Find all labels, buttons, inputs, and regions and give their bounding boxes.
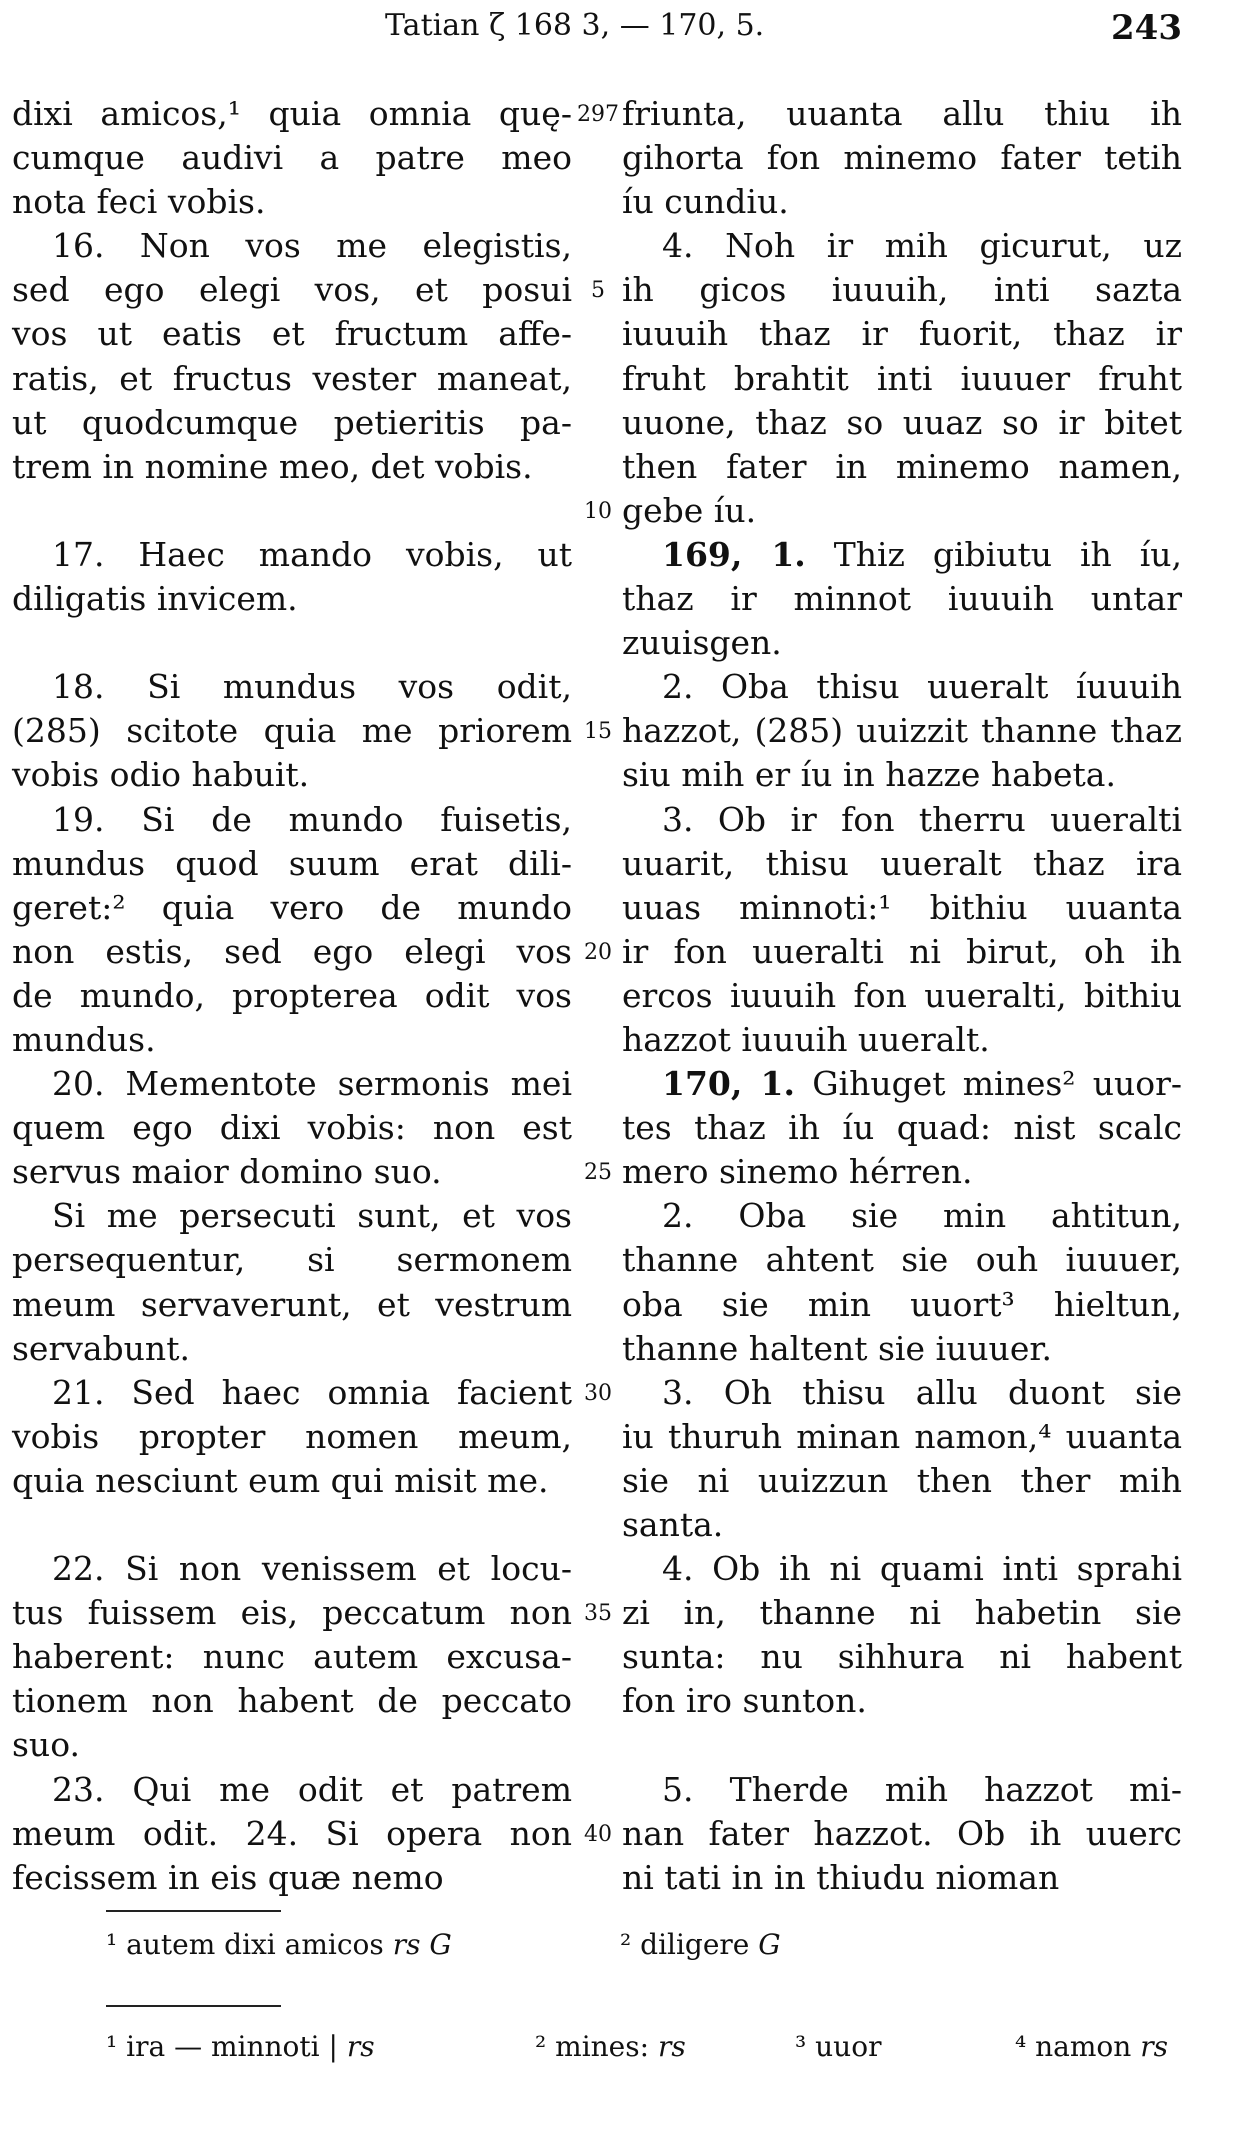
ohg-line: ercos iuuuih fon uueralti, bithiu [622, 975, 1182, 1015]
ohg-line: iu thuruh minan namon,⁴ uuanta [622, 1416, 1182, 1456]
ohg-line: fon iro sunton. [622, 1681, 867, 1721]
latin-line: 22. Si non venissem et locu- [52, 1549, 572, 1589]
latin-line: geret:² quia vero de mundo [12, 887, 572, 927]
ohg-line: thanne haltent sie iuuuer. [622, 1328, 1052, 1368]
ohg-line: fruht brahtit inti iuuuer fruht [622, 358, 1182, 398]
latin-line: 17. Haec mando vobis, ut [52, 534, 572, 574]
footnote-latin-2: ² diligere G [620, 1928, 781, 1961]
ohg-line: 4. Ob ih ni quami inti sprahi [662, 1549, 1182, 1589]
page-header [0, 8, 1244, 52]
latin-line [12, 1503, 572, 1547]
latin-line: 23. Qui me odit et patrem [52, 1769, 572, 1809]
ohg-line: ir fon uueralti ni birut, oh ih [622, 931, 1182, 971]
latin-line: meum odit. 24. Si opera non [12, 1813, 572, 1853]
ohg-line: nan fater hazzot. Ob ih uuerc [622, 1813, 1182, 1853]
latin-line: vobis odio habuit. [12, 755, 310, 795]
latin-line: meum servaverunt, et vestrum [12, 1284, 572, 1324]
ohg-line: íu cundiu. [622, 182, 789, 222]
ohg-line: thaz ir minnot iuuuih untar [622, 579, 1182, 619]
ohg-line: 2. Oba sie min ahtitun, [662, 1196, 1182, 1236]
latin-line: vos ut eatis et fructum affe- [12, 314, 572, 354]
latin-line: tionem non habent de peccato [12, 1681, 572, 1721]
ohg-line: uuone, thaz so uuaz so ir bitet [622, 402, 1182, 442]
ohg-line: 169, 1. Thiz gibiutu ih íu, [662, 534, 1183, 574]
latin-line: sed ego elegi vos, et posui [12, 270, 572, 310]
ohg-line: zi in, thanne ni habetin sie [622, 1593, 1182, 1633]
footnote-rule-2 [106, 2005, 281, 2007]
latin-line: 18. Si mundus vos odit, [52, 667, 572, 707]
latin-line: persequentur, si sermonem [12, 1240, 572, 1280]
latin-line [12, 489, 572, 533]
latin-line: suo. [12, 1725, 80, 1765]
latin-line: 21. Sed haec omnia facient [52, 1372, 572, 1412]
footnote-ohg-4: ⁴ namon rs [1015, 2030, 1168, 2063]
ohg-line: hazzot iuuuih uueralt. [622, 1019, 990, 1059]
ohg-line: gebe íu. [622, 490, 757, 530]
ohg-line: 170, 1. Gihuget mines² uuor- [662, 1064, 1183, 1104]
ohg-line [622, 1723, 1182, 1767]
latin-line: cumque audivi a patre meo [12, 138, 572, 178]
latin-line: servus maior domino suo. [12, 1152, 442, 1192]
ohg-line: 3. Oh thisu allu duont sie [662, 1372, 1182, 1412]
ohg-line: hazzot, (285) uuizzit thanne thaz [622, 711, 1182, 751]
latin-line: dixi amicos,¹ quia omnia quę- [12, 94, 572, 133]
latin-line: haberent: nunc autem excusa- [12, 1637, 572, 1677]
latin-line: tus fuissem eis, peccatum non [12, 1593, 572, 1633]
ohg-line: zuuisgen. [622, 623, 782, 663]
latin-line: Si me persecuti sunt, et vos [52, 1196, 572, 1236]
latin-line: 16. Non vos me elegistis, [52, 226, 572, 266]
latin-line: nota feci vobis. [12, 182, 266, 222]
ohg-line: iuuuih thaz ir fuorit, thaz ir [622, 314, 1182, 354]
footnote-ohg-3: ³ uuor [795, 2030, 882, 2063]
line-number: 40 [584, 1821, 612, 1847]
ohg-line: 3. Ob ir fon therru uueralti [662, 799, 1182, 839]
latin-line: ut quodcumque petieritis pa- [12, 402, 572, 442]
latin-line: trem in nomine meo, det vobis. [12, 446, 533, 486]
latin-line: 19. Si de mundo fuisetis, [52, 799, 572, 839]
latin-line: ratis, et fructus vester maneat, [12, 358, 572, 398]
section-number: 170, 1. [662, 1064, 796, 1104]
ohg-line: 2. Oba thisu uueralt íuuuih [662, 667, 1182, 707]
ohg-line: sie ni uuizzun then ther mih [622, 1460, 1182, 1500]
ohg-line: tes thaz ih íu quad: nist scalc [622, 1108, 1182, 1148]
ohg-line: santa. [622, 1505, 724, 1544]
ohg-line: mero sinemo hérren. [622, 1152, 973, 1192]
footnote-latin-1: ¹ autem dixi amicos rs G [106, 1928, 452, 1961]
ohg-line: siu mih er íu in hazze habeta. [622, 755, 1116, 795]
latin-line: mundus. [12, 1019, 156, 1059]
ohg-line: ih gicos iuuuih, inti sazta [622, 270, 1182, 310]
ohg-line: uuarit, thisu uueralt thaz ira [622, 843, 1182, 883]
latin-line: 20. Mementote sermonis mei [52, 1064, 572, 1104]
footnote-ohg-2: ² mines: rs [535, 2030, 686, 2063]
latin-line: de mundo, propterea odit vos [12, 975, 572, 1015]
line-number: 15 [584, 719, 612, 745]
ohg-line: oba sie min uuort³ hieltun, [622, 1284, 1182, 1324]
line-number: 10 [584, 498, 612, 524]
line-number: 30 [584, 1380, 612, 1406]
latin-column [12, 92, 572, 1900]
footnote-rule [106, 1910, 281, 1912]
page-number: 243 [1111, 8, 1182, 48]
line-number: 297 [577, 102, 619, 127]
ohg-line: 4. Noh ir mih gicurut, uz [662, 226, 1182, 266]
section-number: 169, 1. [662, 534, 806, 574]
latin-line: fecissem in eis quæ nemo [12, 1857, 444, 1897]
latin-line: quia nesciunt eum qui misit me. [12, 1460, 549, 1500]
latin-line: diligatis invicem. [12, 579, 298, 619]
ohg-line: 5. Therde mih hazzot mi- [662, 1769, 1182, 1809]
ohg-line: friunta, uuanta allu thiu ih [622, 94, 1182, 133]
ohg-line: sunta: nu sihhura ni habent [622, 1637, 1182, 1677]
running-title: Tatian ζ 168 3, — 170, 5. [385, 8, 765, 43]
line-number: 35 [584, 1601, 612, 1627]
old-high-german-column [622, 92, 1182, 1900]
line-number: 5 [591, 278, 605, 304]
ohg-line: thanne ahtent sie ouh iuuuer, [622, 1240, 1182, 1280]
ohg-line: then fater in minemo namen, [622, 446, 1182, 486]
latin-line: mundus quod suum erat dili- [12, 843, 572, 883]
latin-line [12, 621, 572, 665]
ohg-line: uuas minnoti:¹ bithiu uuanta [622, 887, 1182, 927]
ohg-line: ni tati in in thiudu nioman [622, 1857, 1060, 1897]
line-number: 25 [584, 1160, 612, 1186]
latin-line: quem ego dixi vobis: non est [12, 1108, 572, 1148]
latin-line: servabunt. [12, 1328, 190, 1368]
latin-line: vobis propter nomen meum, [12, 1416, 572, 1456]
line-number: 20 [584, 939, 612, 965]
latin-line: (285) scitote quia me priorem [12, 711, 572, 751]
footnote-ohg-1: ¹ ira — minnoti | rs [106, 2030, 375, 2063]
ohg-line: gihorta fon minemo fater tetih [622, 138, 1182, 178]
latin-line: non estis, sed ego elegi vos [12, 931, 572, 971]
